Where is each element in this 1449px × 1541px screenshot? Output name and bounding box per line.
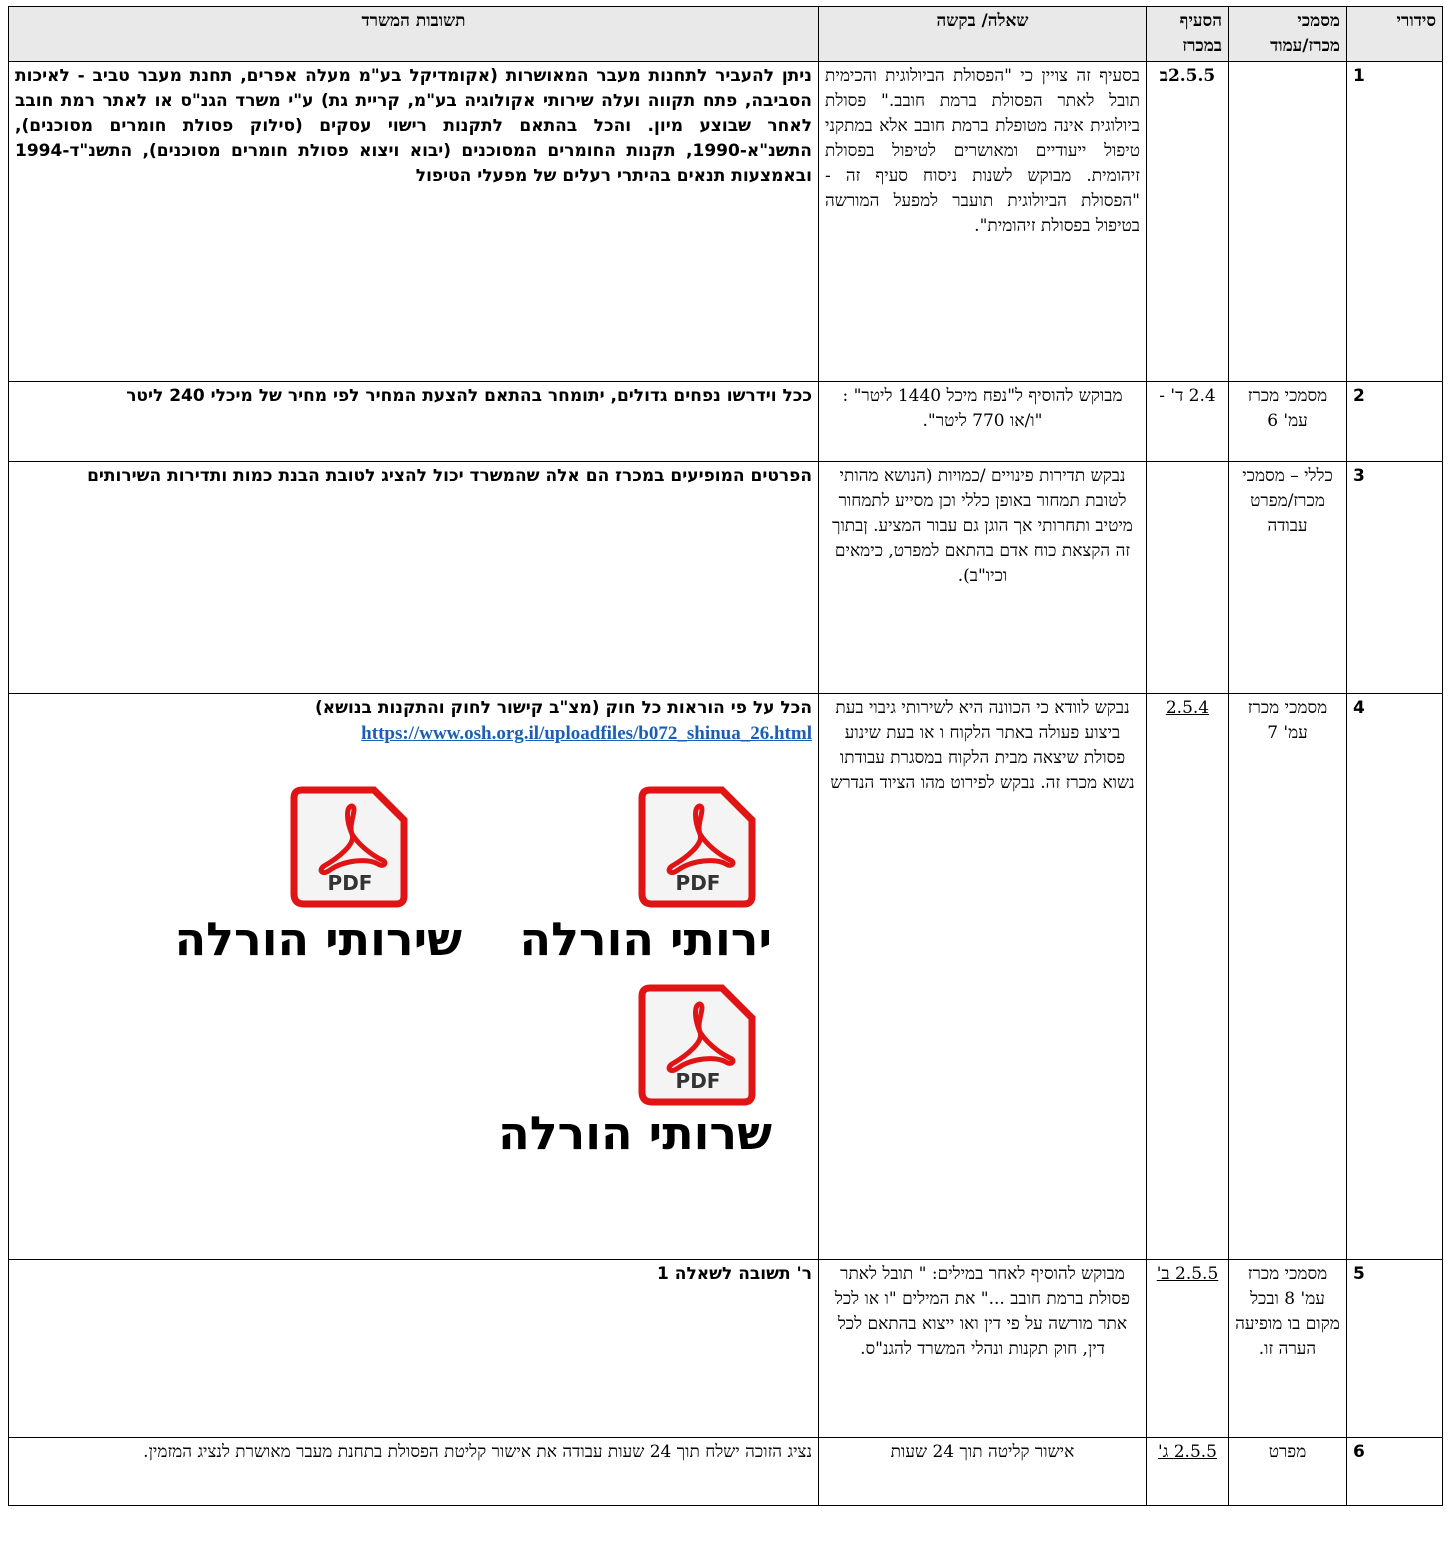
pdf-attachment-2[interactable]	[288, 784, 412, 908]
pdf-attachment-1[interactable]	[636, 784, 760, 908]
header-row	[9, 7, 1443, 62]
row-answer: הפרטים המופיעים במכרז הם אלה שהמשרד יכול להציג לטובת הבנת כמות ותדירות השירותים	[9, 462, 819, 694]
svg-text:PDF: PDF	[675, 871, 721, 895]
table-row	[9, 62, 1443, 382]
attachment-caption: שירותי הורלה	[174, 912, 462, 966]
row-question: בסעיף זה צויין כי "הפסולת הביולוגית והכימית תובל לאתר הפסולת ברמת חובב." פסולת ביולוגית אינה מטופלת ברמת חובב אלא במתקני טיפול ייעודיים ומאושרים לטיפול בפסולת זיהומית. מבוקש לשנות ניסוח סעיף זה - "הפסולת הביולוגית תועבר למפעל המורשה בטיפול בפסולת זיהומית".	[819, 62, 1147, 382]
header-question: שאלה/ בקשה	[819, 7, 1147, 62]
row-number: 1	[1347, 62, 1443, 382]
table-row	[9, 462, 1443, 694]
header-section: הסעיף במכרז	[1147, 7, 1229, 62]
table-row	[9, 694, 1443, 1260]
table-row	[9, 1260, 1443, 1438]
table-row	[9, 1438, 1443, 1506]
pdf-icon	[636, 982, 760, 1106]
law-link[interactable]: https://www.osh.org.il/uploadfiles/b072_shinua_26.html	[361, 723, 812, 744]
row-answer	[9, 694, 819, 1260]
row-answer: ניתן להעביר לתחנות מעבר המאושרות (אקומדיקל בע"מ מעלה אפרים, תחנת מעבר טביב - לאיכות הסביבה, פתח תקווה ועלה שירותי אקולוגיה בע"מ, קריית גת) ע"י משרד הגנ"ס או לאתר רמת חובב לאחר שבוצע מיון. והכל בהתאם לתקנות רישוי עסקים (סילוק פסולת חומרים מסוכנים), התשנ"א-1990, תקנות החומרים המסוכנים (יבוא ויצוא פסולת חומרים מסוכנים), התשנ"ד-1994 ובאמצעות תנאים בהיתרי רעלים של מפעלי הטיפול	[9, 62, 819, 382]
row-question: מבוקש להוסיף לאחר במילים: " תובל לאתר פסולת ברמת חובב ..." את המילים "ו או לכל אתר מורשה על פי דין ואו ייצוא בהתאם לכל דין, חוק תקנות ונהלי המשרד להגנ"ס.	[819, 1260, 1147, 1438]
row-doc: מסמכי מכרז עמ' 8 ובכל מקום בו מופיעה הערה זו.	[1229, 1260, 1347, 1438]
attachment-caption: שרותי הורלה	[498, 1106, 772, 1160]
row-doc: כללי – מסמכי מכרז/מפרט עבודה	[1229, 462, 1347, 694]
header-answer: תשובות המשרד	[9, 7, 819, 62]
row-section: 2.5.4	[1165, 698, 1210, 718]
row-doc: מסמכי מכרז עמ' 6	[1229, 382, 1347, 462]
row-number: 2	[1347, 382, 1443, 462]
table-row	[9, 382, 1443, 462]
row-section: 2.5.5 ב'	[1156, 1264, 1219, 1284]
svg-text:PDF: PDF	[327, 871, 373, 895]
row-section: 2.5.5ב	[1147, 62, 1229, 382]
row-question: נבקש תדירות פינויים /כמויות (הנושא מהותי לטובת תמחור באופן כללי וכן מסייע לתמחור מיטיב ותחרותי אך הוגן גם עבור המציע. ןבתוך זה הקצאת כוח אדם בהתאם למפרט, כימאים וכיו"ב).	[819, 462, 1147, 694]
row-doc: מפרט	[1229, 1438, 1347, 1506]
header-docs: מסמכי מכרז/עמוד	[1229, 7, 1347, 62]
answer-text: הכל על פי הוראות כל חוק (מצ"ב קישור לחוק והתקנות בנושא)	[314, 698, 812, 718]
row-answer: ככל וידרשו נפחים גדולים, יתומחר בהתאם להצעת המחיר לפי מחיר של מיכלי 240 ליטר	[9, 382, 819, 462]
attachments	[15, 746, 812, 1186]
row-section: 2.5.5 ג'	[1158, 1442, 1217, 1462]
attachment-caption: ירותי הורלה	[519, 912, 772, 966]
header-serial: סידורי	[1347, 7, 1443, 62]
pdf-attachment-3[interactable]	[636, 982, 760, 1106]
row-section: 2.4 ד' -	[1147, 382, 1229, 462]
row-number: 5	[1347, 1260, 1443, 1438]
row-question: נבקש לוודא כי הכוונה היא לשירותי גיבוי בעת ביצוע פעולה באתר הלקוח ו או בעת שינוע פסולת שיצאה מבית הלקוח במסגרת עבודתו נשוא מכרז זה. נבקש לפירוט מהו הציוד הנדרש	[819, 694, 1147, 1260]
row-question: מבוקש להוסיף ל"נפח מיכל 1440 ליטר" : "ו/או 770 ליטר".	[819, 382, 1147, 462]
row-doc	[1229, 62, 1347, 382]
row-doc: מסמכי מכרז עמ' 7	[1229, 694, 1347, 1260]
row-section	[1147, 462, 1229, 694]
row-number: 3	[1347, 462, 1443, 694]
pdf-icon	[288, 784, 412, 908]
row-number: 4	[1347, 694, 1443, 1260]
svg-text:PDF: PDF	[675, 1069, 721, 1093]
row-number: 6	[1347, 1438, 1443, 1506]
row-question: אישור קליטה תוך 24 שעות	[819, 1438, 1147, 1506]
row-answer: נציג הזוכה ישלח תוך 24 שעות עבודה את אישור קליטת הפסולת בתחנת מעבר מאושרת לנציג המזמין.	[9, 1438, 819, 1506]
pdf-icon	[636, 784, 760, 908]
qa-table	[8, 6, 1443, 1506]
row-answer: ר' תשובה לשאלה 1	[9, 1260, 819, 1438]
